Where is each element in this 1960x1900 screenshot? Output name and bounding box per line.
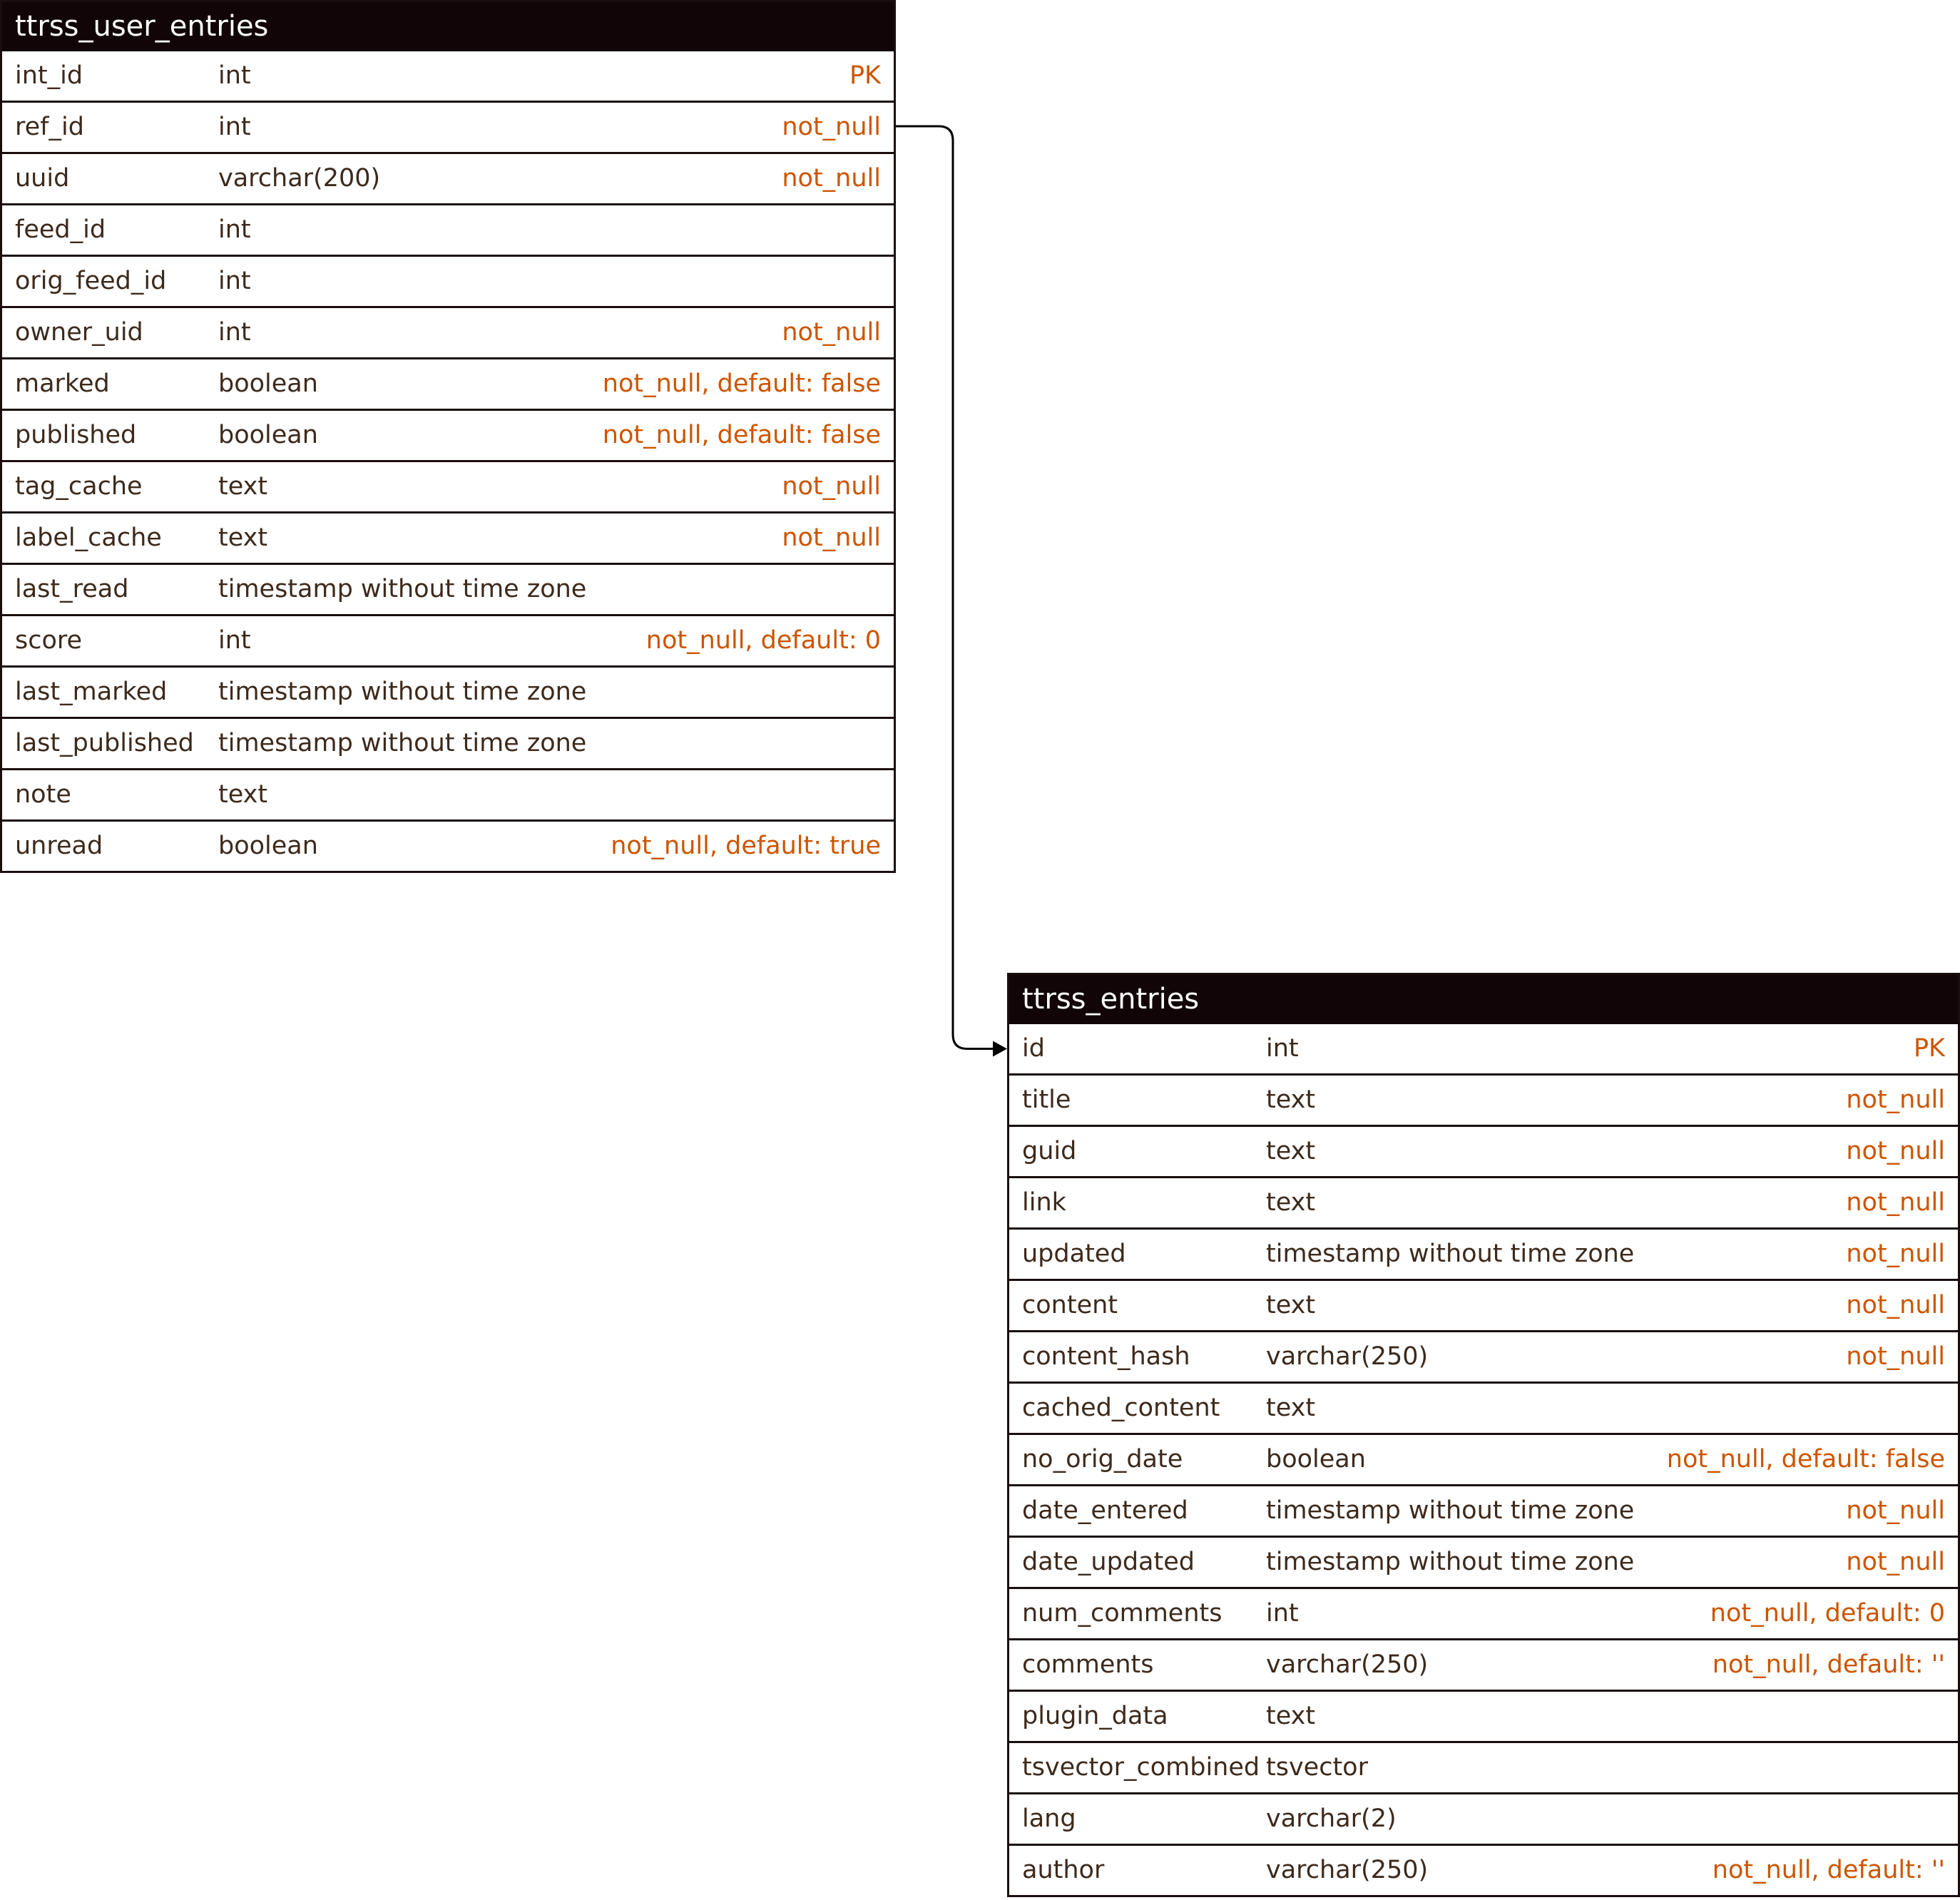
table-columns: [2, 51, 894, 871]
column-row-score: [2, 614, 894, 665]
column-constraint: not_null: [782, 472, 881, 501]
column-type: timestamp without time zone: [218, 729, 587, 757]
column-name: int_id: [15, 61, 83, 90]
column-type: varchar(200): [218, 164, 381, 193]
column-constraint: not_null, default: 0: [645, 626, 881, 655]
column-name: label_cache: [15, 523, 162, 552]
column-row-id: [1009, 1024, 1958, 1073]
column-name: no_orig_date: [1022, 1445, 1183, 1473]
column-type: text: [1266, 1137, 1316, 1165]
column-type: text: [1266, 1394, 1316, 1422]
column-type: varchar(250): [1266, 1342, 1429, 1371]
column-name: score: [15, 626, 83, 655]
table-title: ttrss_entries: [1009, 975, 1958, 1024]
column-name: author: [1022, 1856, 1105, 1884]
column-row-plugin-data: [1009, 1690, 1958, 1741]
arrowhead-icon: [993, 1041, 1007, 1057]
table-title: ttrss_user_entries: [2, 2, 894, 51]
column-row-marked: [2, 357, 894, 409]
column-name: last_read: [15, 575, 129, 603]
column-row-last-published: [2, 717, 894, 768]
column-name: content: [1022, 1291, 1118, 1319]
column-name: title: [1022, 1086, 1071, 1114]
column-row-int-id: [2, 51, 894, 101]
column-type: text: [218, 472, 268, 501]
column-constraint: not_null: [1846, 1496, 1945, 1525]
column-type: timestamp without time zone: [1266, 1496, 1635, 1525]
column-type: boolean: [218, 421, 318, 449]
column-type: boolean: [218, 832, 318, 860]
column-type: varchar(2): [1266, 1804, 1397, 1833]
column-row-feed-id: [2, 203, 894, 255]
column-constraint: not_null: [782, 164, 881, 193]
column-type: timestamp without time zone: [1266, 1240, 1635, 1268]
column-type: int: [218, 61, 251, 90]
column-type: boolean: [218, 369, 318, 398]
column-row-label-cache: [2, 511, 894, 563]
column-row-owner-uid: [2, 306, 894, 357]
column-constraint: not_null, default: false: [1666, 1445, 1945, 1473]
column-row-updated: [1009, 1227, 1958, 1279]
column-row-tag-cache: [2, 460, 894, 511]
column-constraint: not_null: [1846, 1548, 1945, 1576]
column-type: int: [218, 318, 251, 347]
column-row-cached-content: [1009, 1381, 1958, 1433]
column-type: timestamp without time zone: [218, 575, 587, 603]
column-constraint: not_null, default: '': [1712, 1856, 1945, 1884]
column-type: timestamp without time zone: [1266, 1548, 1635, 1576]
column-constraint: not_null: [1846, 1137, 1945, 1165]
column-type: int: [218, 626, 251, 655]
column-name: cached_content: [1022, 1394, 1220, 1422]
column-constraint: not_null: [782, 523, 881, 552]
column-name: updated: [1022, 1240, 1126, 1268]
column-type: int: [1266, 1034, 1299, 1063]
column-name: last_marked: [15, 678, 168, 706]
column-name: tsvector_combined: [1022, 1753, 1260, 1782]
column-constraint: not_null: [1846, 1342, 1945, 1371]
column-name: ref_id: [15, 113, 84, 141]
column-name: published: [15, 421, 137, 449]
column-row-num-comments: [1009, 1587, 1958, 1638]
column-type: tsvector: [1266, 1753, 1368, 1782]
column-row-content: [1009, 1279, 1958, 1330]
column-constraint: not_null, default: '': [1712, 1650, 1945, 1679]
column-constraint: not_null: [1846, 1291, 1945, 1319]
column-name: marked: [15, 369, 110, 398]
column-type: int: [1266, 1599, 1299, 1628]
column-row-unread: [2, 819, 894, 871]
column-type: varchar(250): [1266, 1650, 1429, 1679]
column-row-ref-id: [2, 101, 894, 152]
column-constraint: not_null, default: true: [611, 832, 881, 860]
column-row-uuid: [2, 152, 894, 203]
column-name: id: [1022, 1034, 1045, 1063]
column-name: orig_feed_id: [15, 267, 167, 295]
table-ttrss-user-entries: [0, 0, 896, 873]
table-ttrss-entries: [1007, 973, 1960, 1897]
column-name: comments: [1022, 1650, 1154, 1679]
column-row-last-marked: [2, 665, 894, 717]
column-constraint: not_null, default: 0: [1710, 1599, 1945, 1628]
column-row-link: [1009, 1176, 1958, 1227]
column-row-no-orig-date: [1009, 1433, 1958, 1484]
column-constraint: PK: [1913, 1034, 1945, 1063]
column-constraint: not_null: [1846, 1188, 1945, 1217]
column-row-orig-feed-id: [2, 255, 894, 306]
column-name: owner_uid: [15, 318, 143, 347]
column-constraint: PK: [849, 61, 881, 90]
table-columns: [1009, 1024, 1958, 1895]
column-type: boolean: [1266, 1445, 1366, 1473]
column-constraint: not_null: [782, 318, 881, 347]
column-name: last_published: [15, 729, 194, 757]
column-row-date-updated: [1009, 1536, 1958, 1587]
column-row-comments: [1009, 1638, 1958, 1690]
column-type: varchar(250): [1266, 1856, 1429, 1884]
column-constraint: not_null: [1846, 1086, 1945, 1114]
column-name: content_hash: [1022, 1342, 1190, 1371]
column-constraint: not_null: [782, 113, 881, 141]
column-type: int: [218, 215, 251, 244]
column-type: int: [218, 113, 251, 141]
column-row-guid: [1009, 1125, 1958, 1176]
column-name: num_comments: [1022, 1599, 1223, 1628]
column-constraint: not_null, default: false: [602, 421, 881, 449]
column-name: unread: [15, 832, 103, 860]
column-row-last-read: [2, 563, 894, 614]
column-type: text: [1266, 1291, 1316, 1319]
column-type: text: [1266, 1702, 1316, 1730]
column-name: feed_id: [15, 215, 106, 244]
column-type: text: [1266, 1086, 1316, 1114]
column-type: text: [1266, 1188, 1316, 1217]
column-name: lang: [1022, 1804, 1076, 1833]
column-name: guid: [1022, 1137, 1077, 1165]
column-name: uuid: [15, 164, 70, 193]
column-row-published: [2, 409, 894, 460]
column-row-date-entered: [1009, 1484, 1958, 1536]
column-constraint: not_null, default: false: [602, 369, 881, 398]
column-constraint: not_null: [1846, 1240, 1945, 1268]
column-row-tsvector-combined: [1009, 1741, 1958, 1792]
column-name: tag_cache: [15, 472, 143, 501]
column-type: text: [218, 780, 268, 809]
column-type: int: [218, 267, 251, 295]
column-name: date_updated: [1022, 1548, 1195, 1576]
column-row-note: [2, 768, 894, 819]
column-row-title: [1009, 1073, 1958, 1125]
column-type: text: [218, 523, 268, 552]
column-name: link: [1022, 1188, 1066, 1217]
column-name: note: [15, 780, 71, 809]
column-row-lang: [1009, 1792, 1958, 1844]
column-row-author: [1009, 1844, 1958, 1895]
column-name: date_entered: [1022, 1496, 1188, 1525]
column-type: timestamp without time zone: [218, 678, 587, 706]
column-row-content-hash: [1009, 1330, 1958, 1381]
column-name: plugin_data: [1022, 1702, 1168, 1730]
relationship-line: [896, 126, 994, 1049]
